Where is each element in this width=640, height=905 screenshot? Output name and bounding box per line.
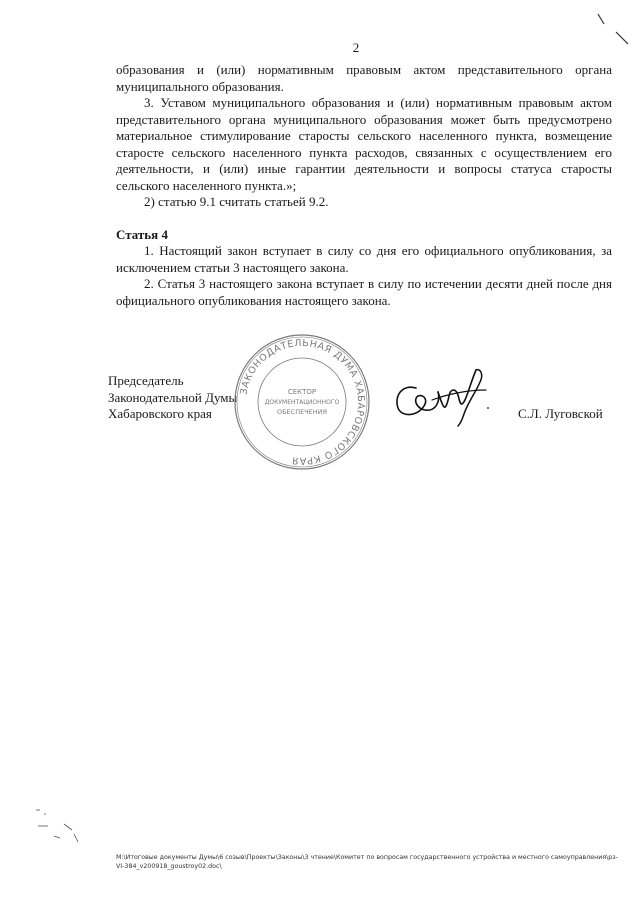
signatory-title xyxy=(108,373,237,423)
page-number: 2 xyxy=(352,40,360,55)
article-heading: Статья 4 xyxy=(116,227,168,242)
seal-center-text: ДОКУМЕНТАЦИОННОГО xyxy=(264,399,340,406)
paragraph: образования и (или) нормативным правовым актом представительного органа муниципального образования. xyxy=(116,62,612,94)
seal-center-text: ОБЕСПЕЧЕНИЯ xyxy=(276,408,328,416)
file-path-footer: M:\Итоговые документы Думы\6 созыв\Проекты\Законы\3 чтение\Комитет по вопросам государственного устройства и местного самоуправления\рз-VI-384_v200918_goustroy02.doc\ xyxy=(116,854,618,870)
signatory-name: С.Л. Луговской xyxy=(518,406,603,421)
signatory-title-line: Хабаровского края xyxy=(108,406,212,421)
seal-ring-text: ЗАКОНОДАТЕЛЬНАЯ ДУМА ХАБАРОВСКОГО КРАЯ xyxy=(238,337,367,467)
paragraph: 2) статью 9.1 считать статьей 9.2. xyxy=(144,194,329,209)
article-item: 2. Статья 3 настоящего закона вступает в силу по истечении десяти дней после дня официального опубликования настоящего закона. xyxy=(116,276,612,308)
paragraph: 3. Уставом муниципального образования и (или) нормативным правовым актом представительного органа муниципального образования может быть предусмотрено материальное стимулирование старосты сельского населенного пункта, возмещение старосте сельского населенного пункта расходов, связанных с осуществлением его деятельности, и (или) иные гарантии деятельности и вопросы статуса старосты сельского населенного пункта.»; xyxy=(116,95,612,193)
official-seal xyxy=(232,332,372,472)
article-item: 1. Настоящий закон вступает в силу со дня его официального опубликования, за исключением статьи 3 настоящего закона. xyxy=(116,243,612,275)
margin-marks xyxy=(34,808,94,844)
handwritten-signature xyxy=(388,360,498,430)
signatory-title-line: Законодательной Думы xyxy=(108,389,238,405)
article-body xyxy=(116,243,612,309)
signatory-title-line: Председатель xyxy=(108,373,184,388)
seal-center-text: СЕКТОР xyxy=(287,388,317,396)
body-text xyxy=(116,62,612,211)
